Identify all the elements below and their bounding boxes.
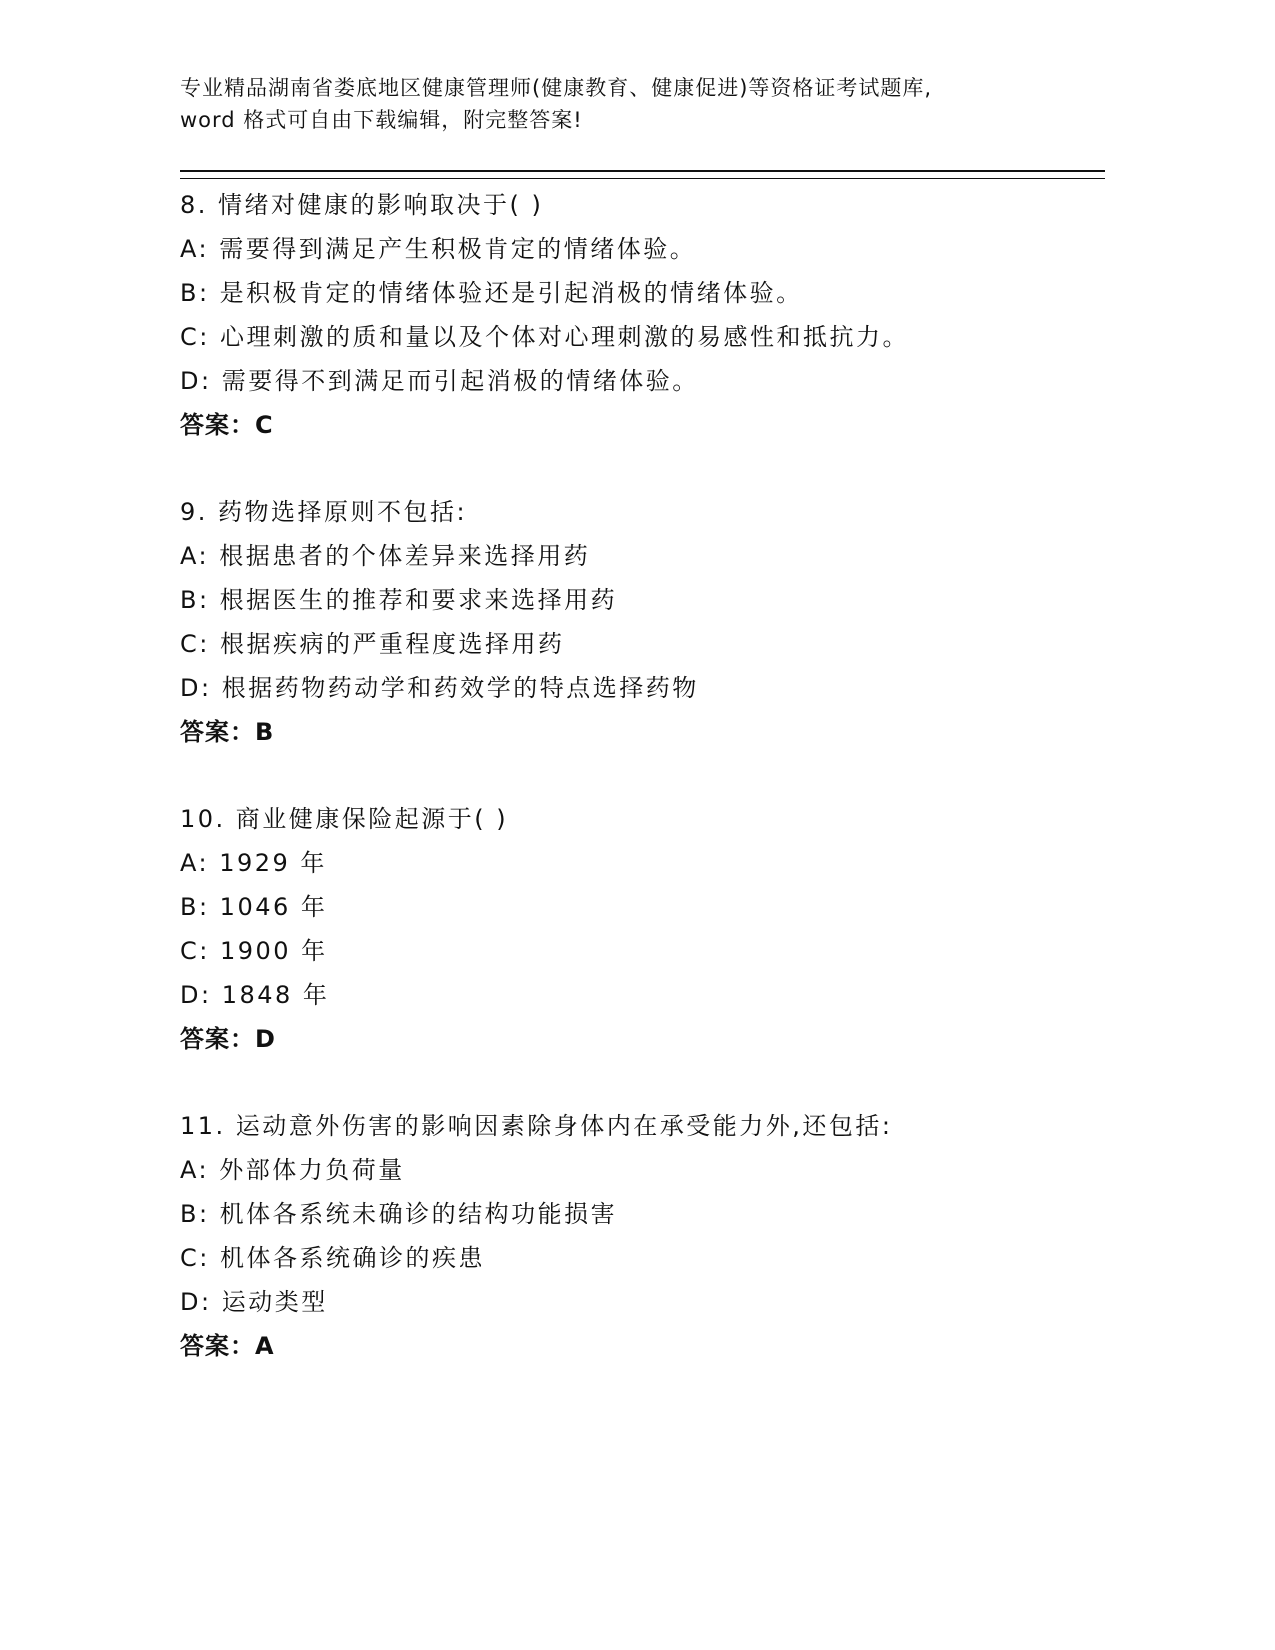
question-stem: 11. 运动意外伤害的影响因素除身体内在承受能力外,还包括: bbox=[180, 1112, 893, 1140]
option-a: A: 1929 年 bbox=[180, 849, 327, 877]
option-a: A: 需要得到满足产生积极肯定的情绪体验。 bbox=[180, 235, 697, 263]
option-b: B: 机体各系统未确诊的结构功能损害 bbox=[180, 1200, 618, 1228]
option-a: A: 根据患者的个体差异来选择用药 bbox=[180, 542, 591, 570]
header-line-2: word 格式可自由下载编辑，附完整答案! bbox=[180, 108, 583, 132]
option-b: B: 1046 年 bbox=[180, 893, 328, 921]
answer: 答案：B bbox=[180, 718, 275, 746]
question-8 bbox=[180, 183, 1110, 447]
document-header bbox=[180, 72, 1110, 136]
option-b: B: 根据医生的推荐和要求来选择用药 bbox=[180, 586, 618, 614]
option-c: C: 根据疾病的严重程度选择用药 bbox=[180, 630, 565, 658]
question-list bbox=[180, 183, 1110, 1411]
answer: 答案：A bbox=[180, 1332, 275, 1360]
header-line-1: 专业精品湖南省娄底地区健康管理师(健康教育、健康促进)等资格证考试题库, bbox=[180, 76, 933, 100]
question-stem: 10. 商业健康保险起源于( ) bbox=[180, 805, 509, 833]
option-a: A: 外部体力负荷量 bbox=[180, 1156, 405, 1184]
option-b: B: 是积极肯定的情绪体验还是引起消极的情绪体验。 bbox=[180, 279, 803, 307]
question-stem: 9. 药物选择原则不包括: bbox=[180, 498, 468, 526]
question-stem: 8. 情绪对健康的影响取决于( ) bbox=[180, 191, 544, 219]
option-d: D: 根据药物药动学和药效学的特点选择药物 bbox=[180, 674, 699, 702]
answer: 答案：D bbox=[180, 1025, 276, 1053]
option-d: D: 运动类型 bbox=[180, 1288, 328, 1316]
option-d: D: 1848 年 bbox=[180, 981, 330, 1009]
option-c: C: 机体各系统确诊的疾患 bbox=[180, 1244, 485, 1272]
option-c: C: 心理刺激的质和量以及个体对心理刺激的易感性和抵抗力。 bbox=[180, 323, 909, 351]
option-c: C: 1900 年 bbox=[180, 937, 328, 965]
double-rule-divider bbox=[180, 170, 1105, 179]
question-10 bbox=[180, 797, 1110, 1061]
question-9 bbox=[180, 490, 1110, 754]
option-d: D: 需要得不到满足而引起消极的情绪体验。 bbox=[180, 367, 699, 395]
answer: 答案：C bbox=[180, 411, 274, 439]
question-11 bbox=[180, 1104, 1110, 1368]
